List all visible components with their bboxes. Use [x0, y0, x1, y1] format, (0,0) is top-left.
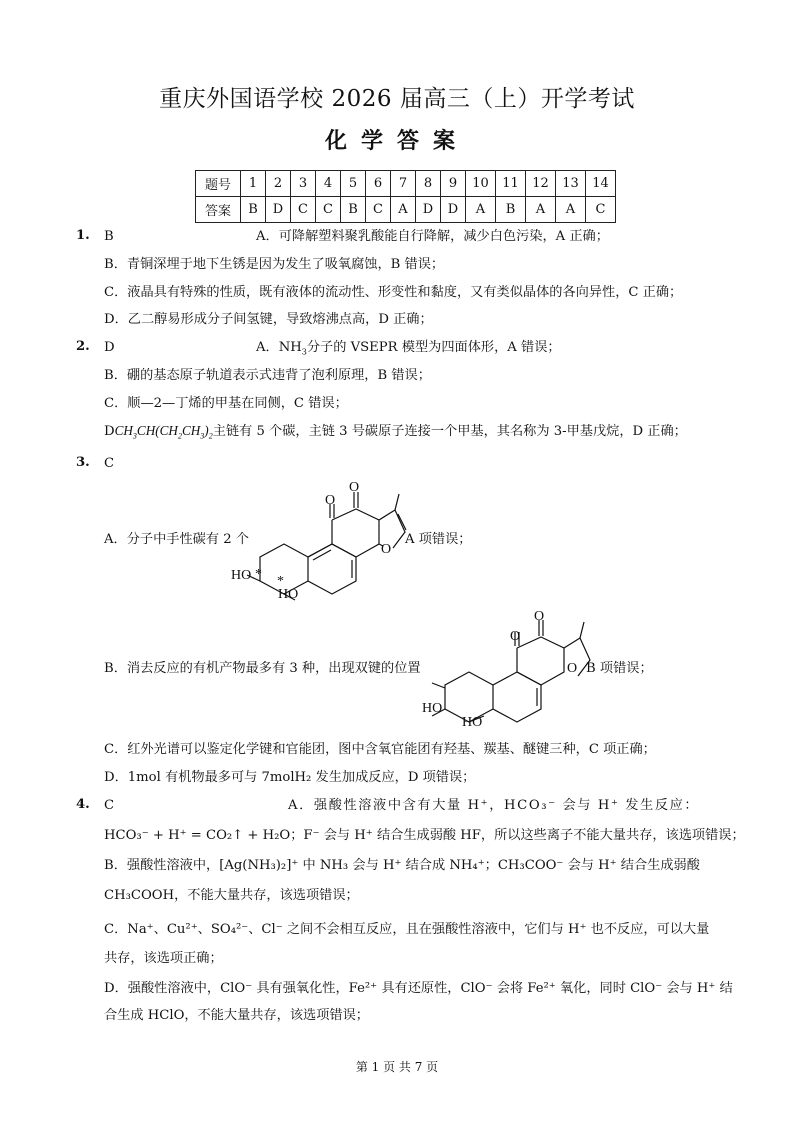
oxygen-label: O — [567, 661, 578, 676]
molecule-structure-a — [231, 480, 415, 605]
formula-subscript: 3 — [132, 431, 137, 441]
question-answer: B — [104, 229, 114, 244]
option-d-explanation: D．乙二醇易形成分子间氢键，导致熔沸点高，D 正确； — [104, 312, 433, 327]
table-cell-answer: D — [416, 197, 441, 223]
table-cell-number: 10 — [466, 171, 496, 197]
hydroxyl-label: HO — [231, 568, 252, 583]
option-label: A． — [256, 340, 279, 355]
row-header-number: 题号 — [196, 171, 241, 197]
ring — [493, 672, 541, 722]
table-cell-number: 14 — [586, 171, 616, 197]
question-number: 2. — [76, 339, 90, 354]
option-a-explanation-line1: A．强酸性溶液中含有大量 H⁺，HCO₃⁻ 会与 H⁺ 发生反应： — [288, 798, 700, 813]
question-number: 4. — [76, 797, 90, 812]
answer-table-number-row — [196, 171, 616, 197]
table-cell-answer: C — [291, 197, 316, 223]
option-a-verdict: A 项错误； — [405, 532, 472, 547]
question-answer: C — [104, 456, 115, 471]
table-cell-number: 1 — [241, 171, 266, 197]
question-number: 1. — [76, 228, 90, 243]
oxygen-label: O — [510, 629, 521, 644]
oxygen-label: O — [534, 609, 545, 624]
formula-subscript: 2 — [177, 431, 182, 441]
option-c-explanation: C．液晶具有特殊的性质，既有液体的流动性、形变性和黏度，又有类似晶体的各向异性，C 正确； — [104, 285, 683, 300]
table-cell-answer: A — [466, 197, 496, 223]
option-d-explanation-line2: 合生成 HClO，不能大量共存，该选项错误； — [104, 1008, 369, 1023]
bond — [432, 683, 445, 688]
row-header-answer: 答案 — [196, 197, 241, 223]
ring — [308, 544, 356, 594]
table-cell-number: 6 — [366, 171, 391, 197]
star-label: * — [277, 574, 284, 589]
oxygen-label: O — [381, 542, 392, 557]
table-cell-answer: A — [391, 197, 416, 223]
table-cell-answer: C — [586, 197, 616, 223]
option-b-explanation: B．消去反应的有机产物最多有 3 种，出现双键的位置 — [104, 661, 421, 676]
explanation-text: 主链有 5 个碳，主链 3 号碳原子连接一个甲基，其名称为 3-甲基戊烷，D 正确； — [212, 424, 687, 439]
ring — [517, 637, 564, 685]
table-cell-answer: D — [441, 197, 466, 223]
table-cell-number: 9 — [441, 171, 466, 197]
table-cell-answer: B — [496, 197, 526, 223]
page-title: 重庆外国语学校 2026 届高三（上）开学考试 — [159, 86, 635, 112]
option-b-explanation-line1: B．强酸性溶液中，[Ag(NH₃)₂]⁺ 中 NH₃ 会与 H⁺ 结合成 NH₄⁺；CH₃COO⁻ 会与 H⁺ 结合生成弱酸 — [104, 858, 700, 873]
question-answer: D — [104, 340, 115, 355]
question-answer: C — [104, 798, 115, 813]
bond — [313, 550, 331, 560]
table-cell-answer: B — [241, 197, 266, 223]
option-b-explanation: B．硼的基态原子轨道表示式违背了泡利原理，B 错误； — [104, 368, 431, 383]
option-label: D — [104, 424, 115, 439]
table-cell-number: 7 — [391, 171, 416, 197]
hydroxyl-label: HO — [462, 715, 483, 730]
answer-table — [195, 170, 616, 223]
hydroxyl-label: HO — [278, 587, 299, 602]
option-b-explanation-line2: CH₃COOH，不能大量共存，该选项错误； — [104, 888, 359, 903]
table-cell-answer: D — [266, 197, 291, 223]
bond — [580, 622, 584, 638]
option-b-verdict: B 项错误； — [586, 661, 653, 676]
option-c-explanation-line2: 共存，该选项正确； — [104, 951, 223, 966]
table-cell-answer: B — [341, 197, 366, 223]
bond — [308, 544, 332, 557]
molecule-structure-b — [422, 608, 590, 733]
option-a-explanation-line2: HCO₃⁻ + H⁺ = CO₂↑ + H₂O；F⁻ 会与 H⁺ 结合生成弱酸 HF，所以这些离子不能大量共存，该选项错误； — [104, 828, 745, 843]
chemical-formula — [279, 340, 307, 355]
option-b-explanation: B．青铜深埋于地下生锈是因为发生了吸氧腐蚀，B 错误； — [104, 257, 445, 272]
formula-part: ) — [204, 423, 209, 438]
table-cell-number: 11 — [496, 171, 526, 197]
explanation-text: 分子的 VSEPR 模型为四面体形，A 错误； — [306, 340, 561, 355]
table-cell-number: 2 — [266, 171, 291, 197]
option-c-explanation: C．顺—2—丁烯的甲基在同侧，C 错误； — [104, 396, 348, 411]
option-d-explanation — [104, 422, 687, 441]
ring — [332, 509, 379, 557]
star-label: * — [255, 567, 262, 582]
option-d-explanation-line1: D．强酸性溶液中，ClO⁻ 具有强氧化性，Fe²⁺ 具有还原性，ClO⁻ 会将 Fe²⁺ 氧化，同时 ClO⁻ 会与 H⁺ 结 — [104, 981, 733, 996]
table-cell-number: 4 — [316, 171, 341, 197]
option-a-explanation: A．分子中手性碳有 2 个 — [104, 532, 249, 547]
bond — [395, 494, 399, 510]
option-a-explanation: A．可降解塑料聚乳酸能自行降解，减少白色污染，A 正确； — [256, 229, 609, 244]
formula-subscript: 3 — [301, 347, 307, 357]
table-cell-number: 13 — [556, 171, 586, 197]
table-cell-number: 3 — [291, 171, 316, 197]
option-a-explanation — [256, 339, 561, 357]
formula-base: NH — [278, 340, 302, 355]
answer-table-answer-row — [196, 197, 616, 223]
page-footer: 第 1 页 共 7 页 — [355, 1060, 439, 1074]
hydroxyl-label: HO — [422, 701, 443, 716]
table-cell-answer: C — [366, 197, 391, 223]
option-c-explanation: C．红外光谱可以鉴定化学键和官能团，图中含氧官能团有羟基、羰基、醚键三种，C 项正确； — [104, 742, 656, 757]
table-cell-answer: A — [526, 197, 556, 223]
formula-part: CH — [136, 423, 156, 438]
formula-part: CH — [114, 423, 133, 438]
bond — [398, 514, 406, 530]
formula-part: CH — [181, 423, 201, 438]
formula-subscript: 3 — [200, 431, 205, 441]
formula-part: (CH — [155, 423, 178, 438]
table-cell-number: 12 — [526, 171, 556, 197]
condensed-formula — [114, 423, 213, 441]
table-cell-answer: C — [316, 197, 341, 223]
oxygen-label: O — [349, 480, 360, 495]
option-c-explanation-line1: C．Na⁺、Cu²⁺、SO₄²⁻、Cl⁻ 之间不会相互反应，且在强酸性溶液中，它们与 H⁺ 也不反应，可以大量 — [104, 922, 710, 937]
table-cell-number: 8 — [416, 171, 441, 197]
option-d-explanation: D．1mol 有机物最多可与 7molH₂ 发生加成反应，D 项错误； — [104, 770, 476, 785]
table-cell-answer: A — [556, 197, 586, 223]
table-cell-number: 5 — [341, 171, 366, 197]
question-number: 3. — [76, 455, 90, 470]
oxygen-label: O — [325, 493, 336, 508]
page-subtitle: 化学答案 — [324, 128, 469, 154]
formula-subscript: 2 — [208, 431, 213, 441]
